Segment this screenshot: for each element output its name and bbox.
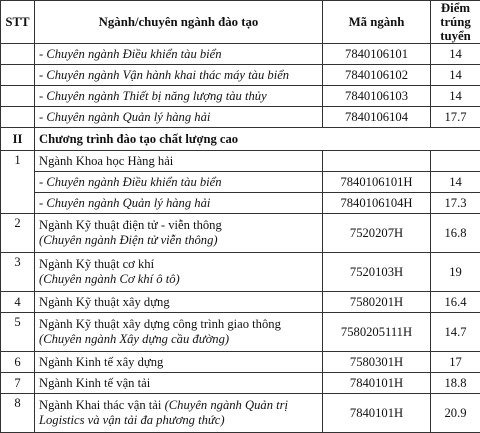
table-row xyxy=(1,107,480,128)
major-name: - Chuyên ngành Điều khiển tàu biển xyxy=(35,44,323,65)
major-name: - Chuyên ngành Quản lý hàng hải xyxy=(35,107,323,128)
major-code: 7580301H xyxy=(323,352,431,373)
major-name: - Chuyên ngành Thiết bị năng lượng tàu thủy xyxy=(35,86,323,107)
major-score: 18.8 xyxy=(431,373,480,394)
major-score: 14 xyxy=(431,172,480,193)
major-score: 14 xyxy=(431,65,480,86)
major-code: 7840106104H xyxy=(323,193,431,214)
major-name: Ngành Kinh tế xây dựng xyxy=(35,352,323,373)
major-specialization: (Chuyên ngành Xây dựng cầu đường) xyxy=(39,332,318,347)
header-score: Điểm trúng tuyển xyxy=(431,1,480,44)
major-score: 14 xyxy=(431,86,480,107)
header-code: Mã ngành xyxy=(323,1,431,44)
major-specialization: (Chuyên ngành Cơ khí ô tô) xyxy=(39,272,318,287)
major-name: - Chuyên ngành Điều khiển tàu biển xyxy=(35,172,323,193)
major-code: 7840106103 xyxy=(323,86,431,107)
major-name: Ngành Kỹ thuật xây dựng công trình giao thông xyxy=(39,317,318,332)
major-code: 7580205111H xyxy=(323,313,431,352)
major-name: Ngành Khoa học Hàng hải xyxy=(35,151,323,172)
row-stt: 3 xyxy=(1,253,35,292)
section-stt: II xyxy=(1,128,35,151)
row-stt: 4 xyxy=(1,292,35,313)
major-code: 7840106102 xyxy=(323,65,431,86)
major-specialization: (Chuyên ngành Điện tử viễn thông) xyxy=(39,233,318,248)
major-name: Ngành Kỹ thuật cơ khí xyxy=(39,257,318,272)
major-code: 7840101H xyxy=(323,373,431,394)
major-name: Ngành Khai thác vận tải xyxy=(39,398,161,412)
row-stt: 5 xyxy=(1,313,35,352)
major-specialization: (Chuyên ngành Quản trị xyxy=(165,398,288,412)
major-code: 7840106101H xyxy=(323,172,431,193)
section-title: Chương trình đào tạo chất lượng cao xyxy=(35,128,480,151)
table-row xyxy=(1,292,480,313)
header-major: Ngành/chuyên ngành đào tạo xyxy=(35,1,323,44)
table-header-row xyxy=(1,1,480,44)
table-row xyxy=(1,373,480,394)
table-row xyxy=(1,86,480,107)
table-row xyxy=(1,352,480,373)
major-code: 7520103H xyxy=(323,253,431,292)
row-stt: 2 xyxy=(1,214,35,253)
major-name: Ngành Kỹ thuật điện tử - viễn thông xyxy=(39,218,318,233)
section-row xyxy=(1,128,480,151)
major-name: - Chuyên ngành Vận hành khai thác máy tàu biển xyxy=(35,65,323,86)
major-score: 16.8 xyxy=(431,214,480,253)
major-score: 14.7 xyxy=(431,313,480,352)
major-code: 7840106101 xyxy=(323,44,431,65)
major-code: 7520207H xyxy=(323,214,431,253)
major-score: 16.4 xyxy=(431,292,480,313)
header-stt: STT xyxy=(1,1,35,44)
major-score: 17.7 xyxy=(431,107,480,128)
table-row xyxy=(1,172,480,193)
major-name: Ngành Kinh tế vận tải xyxy=(35,373,323,394)
major-name: Ngành Kỹ thuật xây dựng xyxy=(35,292,323,313)
major-code: 7840101H xyxy=(323,394,431,433)
major-code: 7580201H xyxy=(323,292,431,313)
major-specialization-cont: Logistics và vận tải đa phương thức) xyxy=(39,413,318,428)
table-row xyxy=(1,313,480,352)
major-name: - Chuyên ngành Quản lý hàng hải xyxy=(35,193,323,214)
major-score: 20.9 xyxy=(431,394,480,433)
major-code: 7840106104 xyxy=(323,107,431,128)
major-score: 17.3 xyxy=(431,193,480,214)
row-stt: 8 xyxy=(1,394,35,433)
table-row xyxy=(1,65,480,86)
table-row xyxy=(1,151,480,172)
major-score: 17 xyxy=(431,352,480,373)
table-row xyxy=(1,214,480,253)
row-stt: 7 xyxy=(1,373,35,394)
major-score: 14 xyxy=(431,44,480,65)
row-stt: 1 xyxy=(1,151,35,214)
table-row xyxy=(1,253,480,292)
row-stt: 6 xyxy=(1,352,35,373)
table-row xyxy=(1,193,480,214)
table-row xyxy=(1,394,480,433)
major-score: 19 xyxy=(431,253,480,292)
table-row xyxy=(1,44,480,65)
